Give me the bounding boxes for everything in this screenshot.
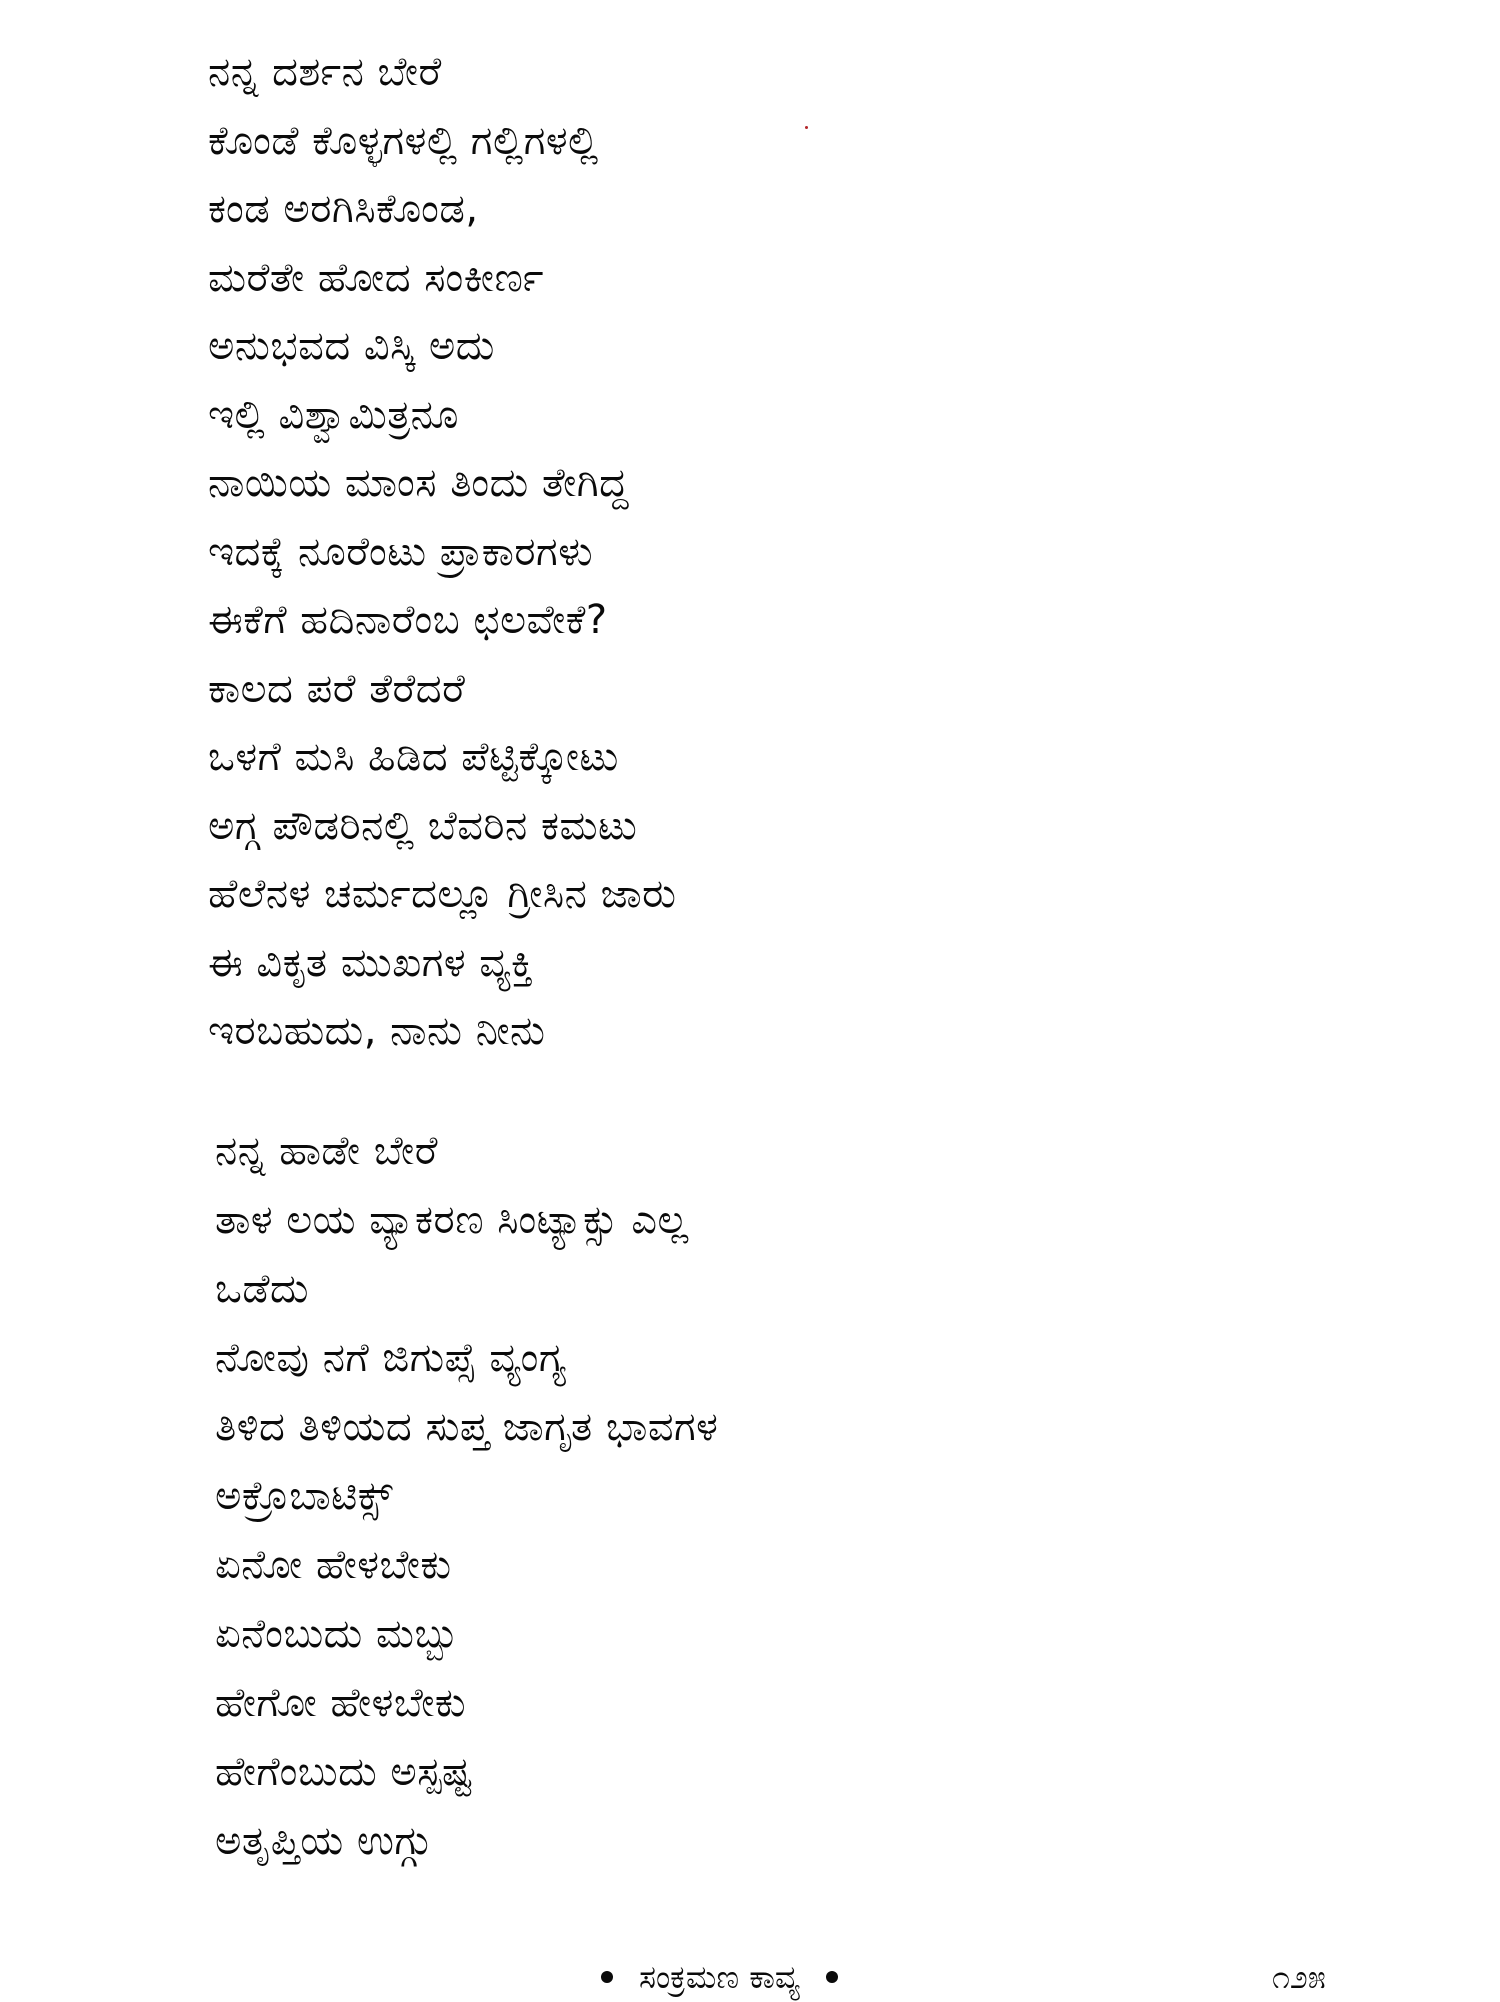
poem-line: ಹೆಲೆನಳ ಚರ್ಮದಲ್ಲೂ ಗ್ರೀಸಿನ ಜಾರು [208, 871, 677, 917]
poem-line: ಕೊಂಡೆ ಕೊಳ್ಳಗಳಲ್ಲಿ ಗಲ್ಲಿಗಳಲ್ಲಿ [208, 117, 599, 164]
poem-line: ಕಂಡ ಅರಗಿಸಿಕೊಂಡ, [208, 186, 479, 232]
poem-line: ಅಗ್ಗ ಪೌಡರಿನಲ್ಲಿ ಬೆವರಿನ ಕಮಟು [208, 802, 638, 849]
poem-line: ಇಲ್ಲಿ ವಿಶ್ವಾಮಿತ್ರನೂ [208, 391, 459, 438]
poem-line: ನನ್ನ ಹಾಡೇ ಬೇರೆ [215, 1128, 438, 1174]
poem-line: ಈ ವಿಕೃತ ಮುಖಗಳ ವ್ಯಕ್ತಿ [208, 939, 534, 986]
stanza-1 [208, 38, 677, 1066]
poem-line: ಏನೋ ಹೇಳಬೇಕು [215, 1542, 452, 1588]
poem-line: ಅನುಭವದ ವಿಸ್ಕಿ ಅದು [208, 323, 495, 369]
poem-line: ನನ್ನ ದರ್ಶನ ಬೇರೆ [208, 49, 442, 95]
poem-line: ತಾಳ ಲಯ ವ್ಯಾಕರಣ ಸಿಂಟ್ಯಾಕ್ಸು ಎಲ್ಲ [215, 1197, 689, 1243]
poem-line: ಅತೃಪ್ತಿಯ ಉಗ್ಗು [215, 1818, 432, 1864]
poem-line: ಈಕೆಗೆ ಹದಿನಾರೆಂಬ ಛಲವೇಕೆ? [208, 597, 608, 643]
poem-line: ಇರಬಹುದು, ನಾನು ನೀನು [208, 1008, 546, 1054]
poem-line: ತಿಳಿದ ತಿಳಿಯದ ಸುಪ್ತ ಜಾಗೃತ ಭಾವಗಳ [215, 1404, 719, 1450]
poem-line: ಹೇಗೋ ಹೇಳಬೇಕು [215, 1680, 467, 1726]
ink-speck [805, 126, 808, 129]
poem-line: ಹೇಗೆಂಬುದು ಅಸ್ಪಷ್ಟ [215, 1749, 473, 1795]
poem-line: ಮರೆತೇ ಹೋದ ಸಂಕೀರ್ಣ [208, 254, 545, 301]
poem-line: ಇದಕ್ಕೆ ನೂರೆಂಟು ಪ್ರಾಕಾರಗಳು [208, 528, 594, 575]
poem-line: ನಾಯಿಯ ಮಾಂಸ ತಿಂದು ತೇಗಿದ್ದ [208, 460, 630, 506]
poem-line: ನೋವು ನಗೆ ಜಿಗುಪ್ಸೆ ವ್ಯಂಗ್ಯ [215, 1335, 567, 1381]
poem-line: ಅಕ್ರೊಬಾಟಿಕ್ಸ್ [215, 1473, 394, 1519]
poem-line: ಏನೆಂಬುದು ಮಬ್ಬು [215, 1611, 460, 1657]
stanza-2 [215, 1117, 718, 1876]
book-title: ಸಂಕ್ರಮಣ ಕಾವ್ಯ [639, 1957, 800, 1996]
bullet-icon [826, 1971, 838, 1983]
poem-line: ಒಡೆದು [215, 1266, 310, 1312]
page-number: ೧೨೫ [1272, 1958, 1326, 1996]
poem-line: ಒಳಗೆ ಮಸಿ ಹಿಡಿದ ಪೆಟ್ಟಿಕ್ಕೋಟು [208, 734, 619, 780]
running-footer [575, 1952, 864, 2002]
poem-line: ಕಾಲದ ಪರೆ ತೆರೆದರೆ [208, 665, 466, 712]
bullet-icon [601, 1971, 613, 1983]
